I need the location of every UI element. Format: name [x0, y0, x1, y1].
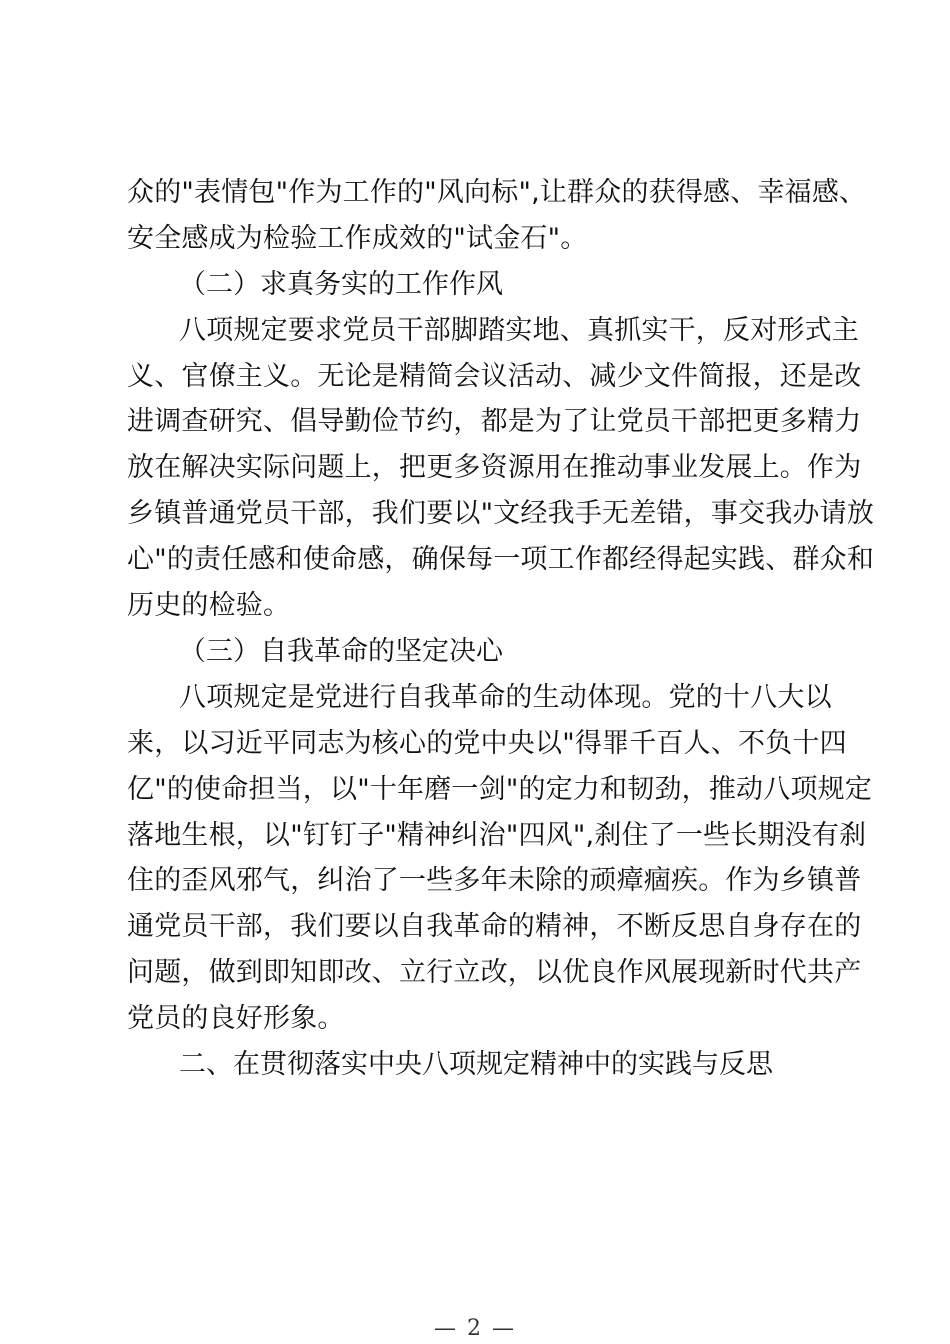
page-number: — 2 —	[434, 1316, 516, 1341]
document-body	[127, 170, 875, 1088]
text-line: 党员的良好形象。	[127, 1003, 345, 1035]
text-line: 安全感成为检验工作成效的"试金石"。	[127, 222, 588, 254]
section-heading-main-2: 二、在贯彻落实中央八项规定精神中的实践与反思	[179, 1048, 773, 1080]
text-line: 住的歪风邪气，纠治了一些多年未除的顽瘴痼疾。作为乡镇普	[127, 865, 862, 897]
paragraph-work-style	[127, 308, 875, 629]
text-line: 通党员干部，我们要以自我革命的精神，不断反思自身存在的	[127, 911, 862, 943]
section-heading-2: （二）求真务实的工作作风	[179, 268, 503, 300]
text-line: 众的"表情包"作为工作的"风向标",让群众的获得感、幸福感、	[127, 177, 867, 208]
section-heading-3: （三）自我革命的坚定决心	[179, 635, 503, 667]
paragraph-self-revolution	[127, 675, 873, 1042]
text-line: 落地生根，以"钉钉子"精神纠治"四风",刹住了一些长期没有刹	[127, 819, 867, 851]
text-line: 心"的责任感和使命感，确保每一项工作都经得起实践、群众和	[127, 544, 875, 576]
text-line: 八项规定要求党员干部脚踏实地、真抓实干，反对形式主	[179, 314, 859, 346]
text-line: 来，以习近平同志为核心的党中央以"得罪千百人、不负十四	[127, 727, 847, 759]
text-line: 八项规定是党进行自我革命的生动体现。党的十八大以	[179, 681, 832, 713]
paragraph-continuation	[127, 170, 867, 262]
text-line: 进调查研究、倡导勤俭节约，都是为了让党员干部把更多精力	[127, 406, 862, 438]
text-line: 问题，做到即知即改、立行立改，以优良作风展现新时代共产	[127, 957, 862, 989]
text-line: 放在解决实际问题上，把更多资源用在推动事业发展上。作为	[127, 452, 862, 484]
text-line: 亿"的使命担当，以"十年磨一剑"的定力和韧劲，推动八项规定	[127, 773, 873, 805]
text-line: 历史的检验。	[127, 590, 291, 622]
text-line: 乡镇普通党员干部，我们要以"文经我手无差错，事交我办请放	[127, 498, 875, 530]
text-line: 义、官僚主义。无论是精简会议活动、减少文件简报，还是改	[127, 360, 862, 392]
